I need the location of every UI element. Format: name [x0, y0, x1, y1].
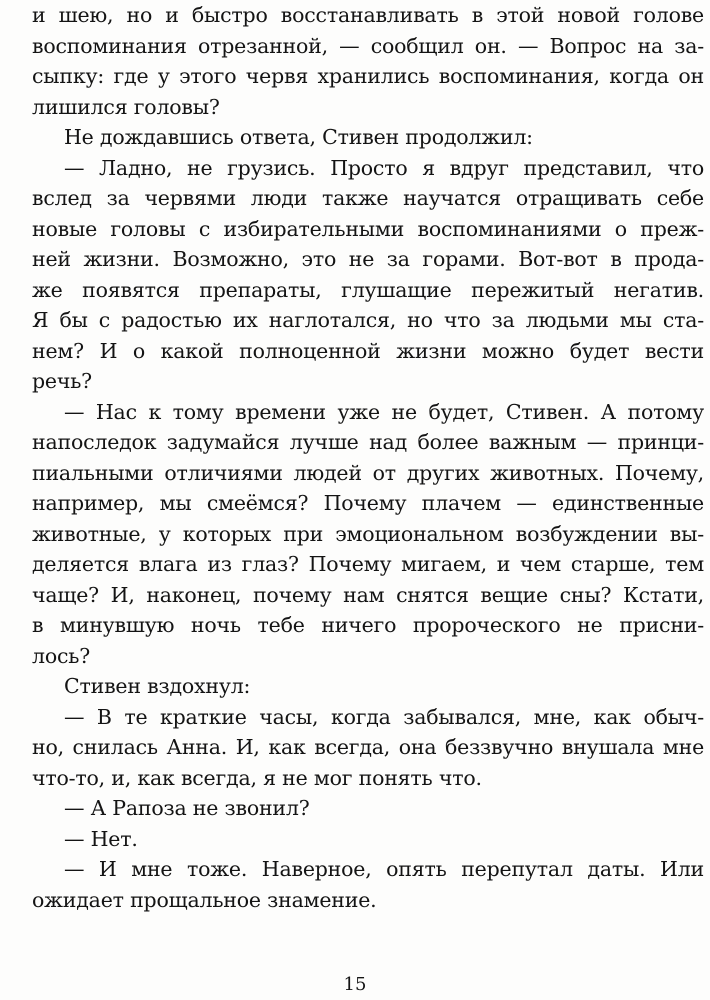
text-line: например, мы смеёмся? Почему плачем — единственные — [32, 491, 704, 515]
text-line: воспоминания отрезанной, — сообщил он. — Вопрос на за- — [32, 33, 704, 58]
text-line: — Нас к тому времени уже не будет, Стивен. А потому — [64, 399, 704, 424]
body-text — [32, 0, 704, 915]
text-line: пиальными отличиями людей от других животных. Почему, — [32, 460, 704, 485]
text-line: напоследок задумайся лучше над более важным — принци- — [32, 430, 704, 454]
text-line: в минувшую ночь тебе ничего пророческого не присни- — [32, 613, 704, 637]
text-line: новые головы с избирательными воспоминаниями о преж- — [32, 216, 704, 241]
text-line: речь? — [32, 369, 92, 393]
text-line: лишился головы? — [32, 94, 220, 119]
text-line: но, снилась Анна. И, как всегда, она беззвучно внушала мне — [32, 735, 704, 759]
text-line: что-то, и, как всегда, я не мог понять что. — [32, 765, 482, 790]
page-number: 15 — [343, 974, 367, 995]
text-line: — Нет. — [64, 826, 138, 851]
text-line: вслед за червями люди также научатся отращивать себе — [32, 186, 704, 210]
text-line: ней жизни. Возможно, это не за горами. Вот-вот в прода- — [32, 247, 704, 271]
text-line: Я бы с радостью их наглотался, но что за людьми мы ста- — [32, 308, 704, 332]
text-line: чаще? И, наконец, почему нам снятся вещие сны? Кстати, — [32, 582, 704, 607]
text-line: — И мне тоже. Наверное, опять перепутал даты. Или — [64, 857, 704, 881]
text-line: нем? И о какой полноценной жизни можно будет вести — [32, 338, 704, 363]
text-line: Стивен вздохнул: — [64, 674, 251, 698]
text-line: — Ладно, не грузись. Просто я вдруг представил, что — [64, 155, 704, 180]
text-line: — В те краткие часы, когда забывался, мне, как обыч- — [64, 704, 704, 729]
text-line: — А Рапоза не звонил? — [64, 796, 310, 820]
text-line: ожидает прощальное знамение. — [32, 887, 377, 912]
text-line: лось? — [32, 643, 90, 668]
text-line: сыпку: где у этого червя хранились воспоминания, когда он — [32, 64, 704, 88]
text-line: животные, у которых при эмоциональном возбуждении вы- — [32, 521, 704, 546]
text-line: же появятся препараты, глушащие пережитый негатив. — [32, 277, 704, 302]
text-line: Не дождавшись ответа, Стивен продолжил: — [64, 125, 533, 149]
text-line: деляется влага из глаз? Почему мигаем, и чем старше, тем — [32, 552, 704, 576]
text-line: и шею, но и быстро восстанавливать в этой новой голове — [32, 3, 704, 27]
